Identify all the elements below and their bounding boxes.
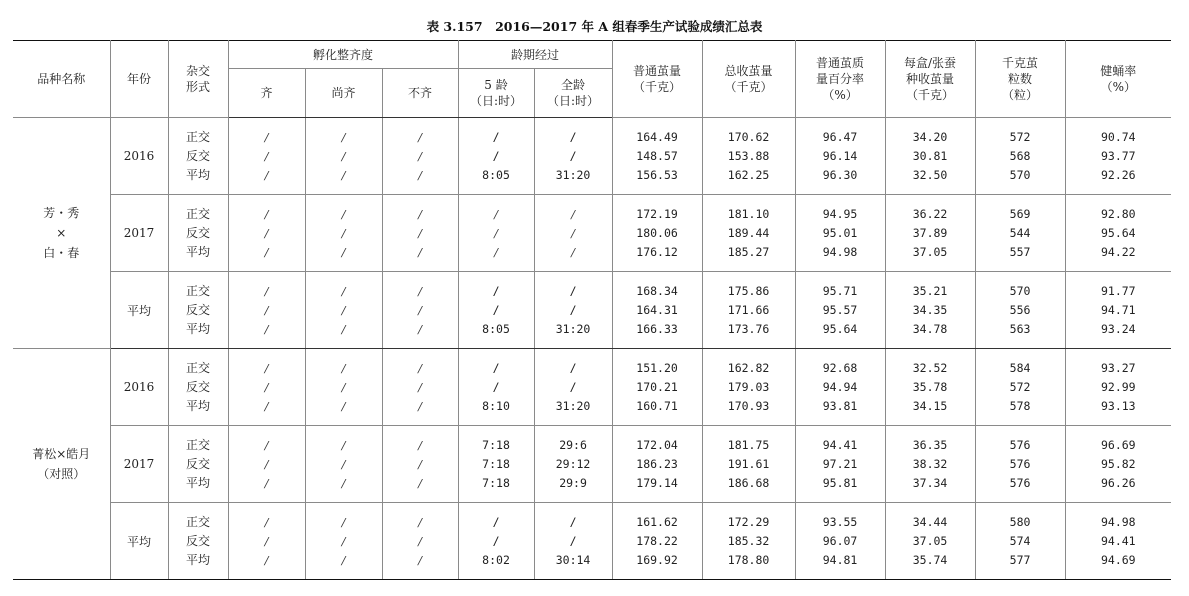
- box-yield-cell: 34.20 30.81 32.50: [885, 118, 975, 195]
- header-cross-type: 杂交 形式: [168, 41, 228, 118]
- year-cell: 2017: [110, 426, 168, 503]
- cross-type-cell: 正交 反交 平均: [168, 118, 228, 195]
- cocoons-per-kg-cell: 569 544 557: [975, 195, 1065, 272]
- header-instar-total: 全龄 （日:时）: [534, 69, 612, 118]
- header-hatch-uniformity: 孵化整齐度: [228, 41, 458, 69]
- cross-type-cell: 正交 反交 平均: [168, 349, 228, 426]
- quality-pct-cell: 92.68 94.94 93.81: [795, 349, 885, 426]
- normal-yield-cell: 172.04 186.23 179.14: [612, 426, 702, 503]
- year-cell: 2017: [110, 195, 168, 272]
- year-cell: 平均: [110, 503, 168, 580]
- total-yield-cell: 181.75 191.61 186.68: [702, 426, 795, 503]
- pupation-rate-cell: 92.80 95.64 94.22: [1065, 195, 1171, 272]
- header-quality-pct: 普通茧质 量百分率 （%）: [795, 41, 885, 118]
- cross-type-cell: 正交 反交 平均: [168, 195, 228, 272]
- cross-type-cell: 正交 反交 平均: [168, 272, 228, 349]
- year-cell: 2016: [110, 118, 168, 195]
- hatch-uneven-cell: / / /: [382, 426, 458, 503]
- cocoons-per-kg-cell: 572 568 570: [975, 118, 1065, 195]
- header-pupation-rate: 健蛹率 （%）: [1065, 41, 1171, 118]
- hatch-even-cell: / / /: [228, 426, 305, 503]
- hatch-fair-cell: / / /: [305, 195, 382, 272]
- normal-yield-cell: 172.19 180.06 176.12: [612, 195, 702, 272]
- table-row: [13, 195, 1171, 272]
- hatch-fair-cell: / / /: [305, 426, 382, 503]
- header-hatch-uneven: 不齐: [382, 69, 458, 118]
- box-yield-cell: 36.22 37.89 37.05: [885, 195, 975, 272]
- hatch-fair-cell: / / /: [305, 118, 382, 195]
- instar-5th-cell: / / 8:05: [458, 272, 534, 349]
- quality-pct-cell: 95.71 95.57 95.64: [795, 272, 885, 349]
- hatch-uneven-cell: / / /: [382, 503, 458, 580]
- cross-type-cell: 正交 反交 平均: [168, 503, 228, 580]
- total-yield-cell: 162.82 179.03 170.93: [702, 349, 795, 426]
- header-hatch-even: 齐: [228, 69, 305, 118]
- pupation-rate-cell: 93.27 92.99 93.13: [1065, 349, 1171, 426]
- box-yield-cell: 32.52 35.78 34.15: [885, 349, 975, 426]
- cocoons-per-kg-cell: 570 556 563: [975, 272, 1065, 349]
- header-cocoons-per-kg: 千克茧 粒数 （粒）: [975, 41, 1065, 118]
- header-instar-5th: 5 龄 （日:时）: [458, 69, 534, 118]
- cross-type-cell: 正交 反交 平均: [168, 426, 228, 503]
- instar-total-cell: 29:6 29:12 29:9: [534, 426, 612, 503]
- header-year: 年份: [110, 41, 168, 118]
- table-caption: 表 3.157 2016—2017 年 A 组春季生产试验成绩汇总表: [426, 19, 763, 34]
- header-instar-duration: 龄期经过: [458, 41, 612, 69]
- instar-total-cell: / / 31:20: [534, 349, 612, 426]
- cocoons-per-kg-cell: 576 576 576: [975, 426, 1065, 503]
- total-yield-cell: 175.86 171.66 173.76: [702, 272, 795, 349]
- hatch-fair-cell: / / /: [305, 349, 382, 426]
- hatch-uneven-cell: / / /: [382, 195, 458, 272]
- quality-pct-cell: 94.41 97.21 95.81: [795, 426, 885, 503]
- normal-yield-cell: 168.34 164.31 166.33: [612, 272, 702, 349]
- instar-total-cell: / / 30:14: [534, 503, 612, 580]
- variety-name-cell: 芳・秀 × 白・春: [13, 118, 110, 349]
- pupation-rate-cell: 96.69 95.82 96.26: [1065, 426, 1171, 503]
- pupation-rate-cell: 94.98 94.41 94.69: [1065, 503, 1171, 580]
- hatch-even-cell: / / /: [228, 195, 305, 272]
- instar-total-cell: / / /: [534, 195, 612, 272]
- variety-name-cell: 菁松×皓月 （对照）: [13, 349, 110, 580]
- hatch-even-cell: / / /: [228, 118, 305, 195]
- instar-5th-cell: 7:18 7:18 7:18: [458, 426, 534, 503]
- total-yield-cell: 181.10 189.44 185.27: [702, 195, 795, 272]
- instar-total-cell: / / 31:20: [534, 118, 612, 195]
- quality-pct-cell: 96.47 96.14 96.30: [795, 118, 885, 195]
- box-yield-cell: 34.44 37.05 35.74: [885, 503, 975, 580]
- instar-5th-cell: / / 8:02: [458, 503, 534, 580]
- normal-yield-cell: 161.62 178.22 169.92: [612, 503, 702, 580]
- hatch-fair-cell: / / /: [305, 503, 382, 580]
- pupation-rate-cell: 90.74 93.77 92.26: [1065, 118, 1171, 195]
- table-container: [13, 40, 1171, 580]
- table-row: [13, 426, 1171, 503]
- hatch-uneven-cell: / / /: [382, 118, 458, 195]
- instar-5th-cell: / / 8:05: [458, 118, 534, 195]
- box-yield-cell: 35.21 34.35 34.78: [885, 272, 975, 349]
- quality-pct-cell: 94.95 95.01 94.98: [795, 195, 885, 272]
- instar-total-cell: / / 31:20: [534, 272, 612, 349]
- instar-5th-cell: / / 8:10: [458, 349, 534, 426]
- table-row: [13, 272, 1171, 349]
- cocoons-per-kg-cell: 580 574 577: [975, 503, 1065, 580]
- hatch-uneven-cell: / / /: [382, 349, 458, 426]
- quality-pct-cell: 93.55 96.07 94.81: [795, 503, 885, 580]
- table-body: [13, 118, 1171, 580]
- pupation-rate-cell: 91.77 94.71 93.24: [1065, 272, 1171, 349]
- table-row: [13, 349, 1171, 426]
- total-yield-cell: 172.29 185.32 178.80: [702, 503, 795, 580]
- table-row: [13, 118, 1171, 195]
- instar-5th-cell: / / /: [458, 195, 534, 272]
- header-total-yield: 总收茧量 （千克）: [702, 41, 795, 118]
- box-yield-cell: 36.35 38.32 37.34: [885, 426, 975, 503]
- hatch-even-cell: / / /: [228, 272, 305, 349]
- header-hatch-fair: 尚齐: [305, 69, 382, 118]
- total-yield-cell: 170.62 153.88 162.25: [702, 118, 795, 195]
- year-cell: 平均: [110, 272, 168, 349]
- hatch-fair-cell: / / /: [305, 272, 382, 349]
- normal-yield-cell: 151.20 170.21 160.71: [612, 349, 702, 426]
- cocoons-per-kg-cell: 584 572 578: [975, 349, 1065, 426]
- header-variety: 品种名称: [13, 41, 110, 118]
- hatch-uneven-cell: / / /: [382, 272, 458, 349]
- hatch-even-cell: / / /: [228, 503, 305, 580]
- year-cell: 2016: [110, 349, 168, 426]
- header-normal-yield: 普通茧量 （千克）: [612, 41, 702, 118]
- header-box-yield: 每盒/张蚕 种收茧量 （千克）: [885, 41, 975, 118]
- results-table: [13, 40, 1171, 580]
- table-header: [13, 41, 1171, 118]
- hatch-even-cell: / / /: [228, 349, 305, 426]
- normal-yield-cell: 164.49 148.57 156.53: [612, 118, 702, 195]
- table-row: [13, 503, 1171, 580]
